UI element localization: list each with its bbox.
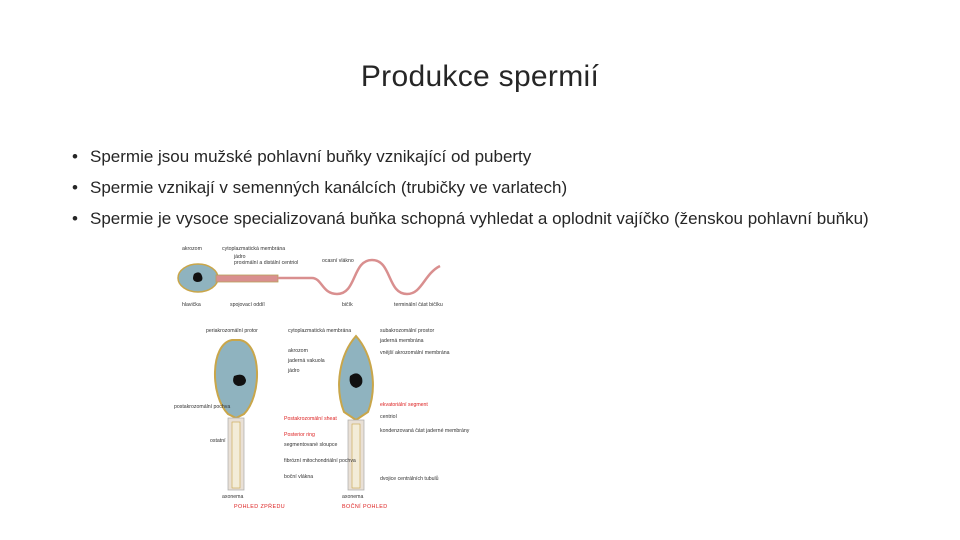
whole-sperm-illustration xyxy=(178,260,452,296)
bullet-item xyxy=(72,177,872,198)
label-periakrozomalni: periakrozomální protor xyxy=(206,328,258,334)
label-membrane-top: cytoplazmatická membrána xyxy=(222,246,286,252)
label-axonema-right: axonema xyxy=(342,494,364,500)
caption-front-view: POHLED ZPŘEDU xyxy=(234,504,286,510)
label-subakrozomalni: subakrozomální prostor xyxy=(380,328,435,334)
label-akrozom-left: akrozom xyxy=(288,348,308,354)
label-jadro-left: jádro xyxy=(288,368,300,374)
label-jaderna-vakuola: jaderná vakuola xyxy=(288,358,325,364)
label-posterior-ring: Posterior ring xyxy=(284,432,315,438)
label-spojovaci: spojovací oddíl xyxy=(230,302,265,308)
label-kondenzovana: kondenzovaná část jaderné membrány xyxy=(380,428,470,434)
bullet-item xyxy=(72,208,872,229)
label-jaderna-membrana: jaderná membrána xyxy=(380,338,424,344)
label-vnejsi: vnější akrozomální membrána xyxy=(380,350,450,356)
caption-side-view: BOČNÍ POHLED xyxy=(342,504,388,510)
front-view-illustration xyxy=(215,340,257,490)
slide-title: Produkce spermií xyxy=(360,60,600,93)
side-view-illustration xyxy=(339,336,373,490)
sperm-diagram xyxy=(172,236,470,518)
label-centriol: centriol xyxy=(380,414,397,420)
label-centriole-top: proximální a distální centriol xyxy=(234,260,299,266)
label-bicik: bičík xyxy=(342,302,353,308)
label-ocas-top: ocasní vlákno xyxy=(322,258,354,264)
label-akrozom-top: akrozom xyxy=(182,246,202,252)
label-ostatni: ostatní xyxy=(210,438,226,444)
bullet-marker: • xyxy=(72,178,78,197)
bullet-text: Spermie je vysoce specializovaná buňka schopná vyhledat a oplodnit vajíčko (ženskou pohlavní buňku) xyxy=(90,209,869,228)
midpiece-shape xyxy=(216,275,278,282)
label-segmentovane: segmentované sloupce xyxy=(284,442,338,448)
bullet-list xyxy=(72,146,872,239)
bullet-item xyxy=(72,146,872,167)
label-postakrozomalni: postakrozomální pochva xyxy=(174,404,231,410)
label-cyto-left: cytoplazmatická membrána xyxy=(288,328,352,334)
bullet-text: Spermie jsou mužské pohlavní buňky vznikající od puberty xyxy=(90,147,532,166)
bullet-marker: • xyxy=(72,209,78,228)
bullet-text: Spermie vznikají v semenných kanálcích (trubičky ve varlatech) xyxy=(90,178,568,197)
sperm-diagram-svg xyxy=(172,236,470,518)
label-ekvatorialni: ekvatoriální segment xyxy=(380,402,428,408)
bullet-marker: • xyxy=(72,147,78,166)
label-terminal: terminální část bičíku xyxy=(394,302,443,308)
label-postakrozomalni-red: Postakrozomální sheat xyxy=(284,416,337,422)
label-fibrozni: fibrózní mitochondriální pochva xyxy=(284,458,356,464)
label-hlavicka: hlavička xyxy=(182,302,201,308)
label-bocni: boční vlákna xyxy=(284,474,314,480)
label-axonema-left: axonema xyxy=(222,494,244,500)
label-dvojice: dvojice centrálních tubulů xyxy=(380,476,439,482)
label-jadro-top: jádro xyxy=(234,254,246,260)
